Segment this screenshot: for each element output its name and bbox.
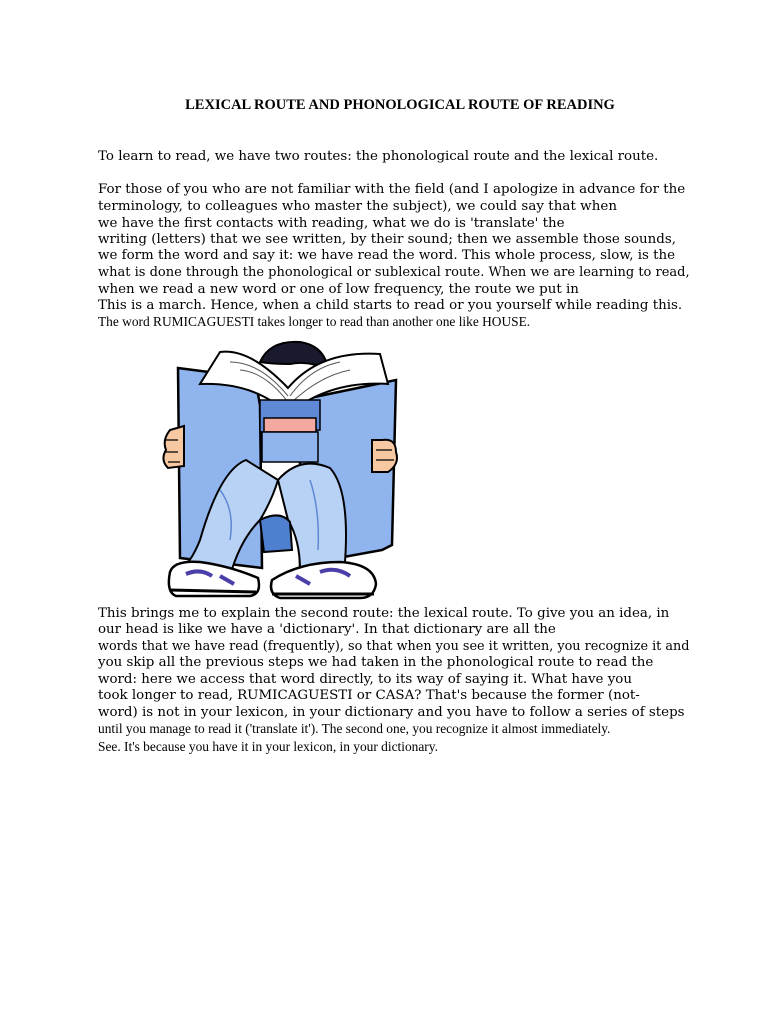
paragraph-line: This brings me to explain the second route: the lexical route. To give you an idea, in <box>98 606 670 621</box>
paragraph-line: until you manage to read it ('translate it'). The second one, you recognize it almost immediately. <box>98 721 611 736</box>
paragraph-line: word) is not in your lexicon, in your dictionary and you have to follow a series of steps <box>98 705 685 720</box>
paragraph-line: took longer to read, RUMICAGUESTI or CASA? That's because the former (not- <box>98 688 640 703</box>
paragraph-line: The word RUMICAGUESTI takes longer to read than another one like HOUSE. <box>98 314 531 329</box>
paragraph-line: what is done through the phonological or sublexical route. When we are learning to read, <box>98 265 690 280</box>
paragraph-line: writing (letters) that we see written, by their sound; then we assemble those sounds, <box>98 232 676 247</box>
intro-paragraph: To learn to read, we have two routes: the phonological route and the lexical route. <box>98 149 659 164</box>
paragraph-line: terminology, to colleagues who master the subject), we could say that when <box>98 199 618 214</box>
paragraph-line: we have the first contacts with reading, what we do is 'translate' the <box>98 216 565 231</box>
child-reading-book-illustration <box>160 340 400 602</box>
paragraph-line: See. It's because you have it in your lexicon, in your dictionary. <box>98 739 438 754</box>
paragraph-line: you skip all the previous steps we had taken in the phonological route to read the <box>98 655 654 670</box>
paragraph-line: we form the word and say it: we have read the word. This whole process, slow, is the <box>98 248 676 263</box>
paragraph-line: This is a march. Hence, when a child starts to read or you yourself while reading this. <box>98 298 683 313</box>
paragraph-line: our head is like we have a 'dictionary'. In that dictionary are all the <box>98 622 556 637</box>
paragraph-line: when we read a new word or one of low frequency, the route we put in <box>98 282 579 297</box>
document-title: LEXICAL ROUTE AND PHONOLOGICAL ROUTE OF READING <box>185 97 615 113</box>
paragraph-line: For those of you who are not familiar with the field (and I apologize in advance for the <box>98 182 686 197</box>
paragraph-line: word: here we access that word directly, to its way of saying it. What have you <box>98 672 632 687</box>
paragraph-line: words that we have read (frequently), so that when you see it written, you recognize it and <box>98 639 690 654</box>
